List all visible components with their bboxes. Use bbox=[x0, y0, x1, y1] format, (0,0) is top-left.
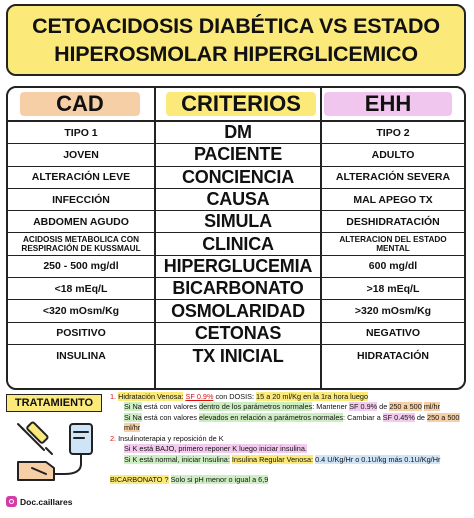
text-span: SF 0.9% bbox=[185, 392, 214, 401]
table-row bbox=[8, 300, 464, 322]
text-span: Si K está normal bbox=[124, 454, 178, 464]
text-span: 250 a 500 ml/hr bbox=[124, 412, 460, 432]
ehh-cell: >18 mEq/L bbox=[366, 282, 420, 295]
title-banner bbox=[6, 4, 466, 76]
syringe-icon bbox=[14, 418, 104, 486]
treatment-item-2-sub-2 bbox=[110, 455, 468, 465]
cad-cell: <18 mEq/L bbox=[54, 282, 108, 295]
header-criterios: CRITERIOS bbox=[166, 92, 316, 116]
table-header-row bbox=[8, 88, 464, 122]
author-credit bbox=[6, 496, 72, 507]
text-span: BICARBONATO ? bbox=[110, 475, 169, 485]
text-span: Insulinoterapia y reposición de K bbox=[118, 434, 224, 444]
text-span: está con valores bbox=[143, 412, 198, 422]
text-span: de bbox=[416, 412, 425, 422]
criterio-cell: OSMOLARIDAD bbox=[171, 300, 305, 321]
treatment-label: TRATAMIENTO bbox=[6, 394, 102, 412]
ehh-cell: 600 mg/dl bbox=[368, 260, 418, 273]
author-handle: Doc.caillares bbox=[20, 496, 73, 507]
item-number: 2. bbox=[110, 434, 117, 444]
table-row bbox=[8, 122, 464, 144]
bicarbonate-note bbox=[110, 475, 468, 485]
criterio-cell: CONCIENCIA bbox=[181, 166, 294, 187]
text-span: SF 0.45% bbox=[382, 412, 415, 422]
table-body bbox=[8, 122, 464, 367]
cad-cell: POSITIVO bbox=[56, 327, 106, 340]
table-row bbox=[8, 278, 464, 300]
cad-cell: 250 - 500 mg/dl bbox=[43, 260, 119, 273]
treatment-item-1-sub-2 bbox=[110, 413, 468, 434]
table-row bbox=[8, 211, 464, 233]
comparison-table bbox=[6, 86, 466, 390]
cad-cell: ALTERACIÓN LEVE bbox=[31, 171, 131, 184]
ehh-cell: DESHIDRATACIÓN bbox=[346, 215, 440, 228]
item-number: 1. bbox=[110, 392, 117, 401]
ehh-cell: ADULTO bbox=[371, 148, 415, 161]
text-span: 0.4 U/Kg/Hr o 0.1U/kg más 0.1U/Kg/Hr bbox=[315, 454, 441, 464]
ehh-cell: TIPO 2 bbox=[376, 126, 410, 139]
criterio-cell: TX INICIAL bbox=[192, 345, 284, 366]
treatment-item-2-sub-1 bbox=[110, 444, 468, 454]
text-span: Si Na bbox=[124, 402, 142, 412]
text-span: 15 a 20 ml/Kg en la 1ra hora luego bbox=[256, 392, 369, 401]
treatment-item-2 bbox=[110, 434, 468, 444]
cad-cell: ACIDOSIS METABOLICA CON RESPIRACIÓN DE KUSSMAUL bbox=[21, 235, 141, 254]
text-span: SF 0.9% bbox=[349, 402, 378, 412]
title-line-2: HIPEROSMOLAR HIPERGLICEMICO bbox=[54, 42, 418, 66]
table-row bbox=[8, 167, 464, 189]
criterio-cell: CETONAS bbox=[194, 322, 282, 343]
cad-cell: INSULINA bbox=[56, 350, 106, 363]
text-span: Solo si pH menor o igual a 6,9 bbox=[170, 475, 269, 485]
criterio-cell: PACIENTE bbox=[193, 144, 283, 165]
header-ehh: EHH bbox=[324, 92, 452, 116]
cad-cell: TIPO 1 bbox=[64, 126, 98, 139]
criterio-cell: HIPERGLUCEMIA bbox=[163, 255, 313, 276]
text-span: , iniciar Insulina: bbox=[177, 454, 230, 464]
cad-cell: ABDOMEN AGUDO bbox=[33, 215, 129, 228]
table-row bbox=[8, 233, 464, 255]
criterio-cell: DM bbox=[224, 122, 252, 143]
table-row bbox=[8, 256, 464, 278]
ehh-cell: NEGATIVO bbox=[365, 327, 421, 340]
text-span: Si Na bbox=[124, 412, 142, 422]
text-span: : Cambiar a bbox=[343, 412, 381, 422]
iv-illustration bbox=[14, 418, 104, 486]
treatment-text bbox=[110, 392, 468, 485]
ehh-cell: >320 mOsm/Kg bbox=[354, 305, 432, 318]
table-row bbox=[8, 323, 464, 345]
text-span: ml/hr bbox=[423, 402, 441, 412]
ehh-cell: HIDRATACIÓN bbox=[357, 350, 429, 363]
text-span: , primero reponer K luego iniciar insulina. bbox=[174, 444, 307, 454]
treatment-item-1 bbox=[110, 392, 468, 402]
treatment-item-1-sub-1 bbox=[110, 402, 468, 412]
cad-cell: INFECCIÓN bbox=[52, 193, 110, 206]
text-span: dentro de los parámetros normales bbox=[199, 402, 313, 412]
text-span: Hidratación Venosa: bbox=[118, 392, 184, 401]
table-row bbox=[8, 144, 464, 166]
ehh-cell: ALTERACION DEL ESTADO MENTAL bbox=[339, 235, 447, 254]
text-span: de bbox=[379, 402, 388, 412]
table-row bbox=[8, 345, 464, 367]
title-line-1: CETOACIDOSIS DIABÉTICA VS ESTADO bbox=[32, 14, 440, 38]
text-span: 250 a 500 bbox=[389, 402, 422, 412]
criterio-cell: CAUSA bbox=[206, 189, 270, 210]
ehh-cell: ALTERACIÓN SEVERA bbox=[335, 171, 451, 184]
criterio-cell: CLINICA bbox=[202, 233, 274, 254]
treatment-section bbox=[6, 392, 468, 516]
text-span: Insulina Regular Venosa: bbox=[231, 454, 314, 464]
cad-cell: JOVEN bbox=[63, 148, 99, 161]
table-row bbox=[8, 189, 464, 211]
header-cad: CAD bbox=[20, 92, 140, 116]
text-span: elevados en relación a parámetros normales bbox=[199, 412, 344, 422]
ehh-cell: MAL APEGO TX bbox=[353, 193, 433, 206]
text-span: : Mantener bbox=[312, 402, 348, 412]
criterio-cell: SIMULA bbox=[204, 211, 272, 232]
instagram-icon bbox=[6, 496, 17, 507]
text-span: con DOSIS: bbox=[215, 392, 255, 401]
criterio-cell: BICARBONATO bbox=[172, 278, 304, 299]
text-span: está con valores bbox=[143, 402, 198, 412]
cad-cell: <320 mOsm/Kg bbox=[42, 305, 120, 318]
text-span: Si K está BAJO bbox=[124, 444, 175, 454]
